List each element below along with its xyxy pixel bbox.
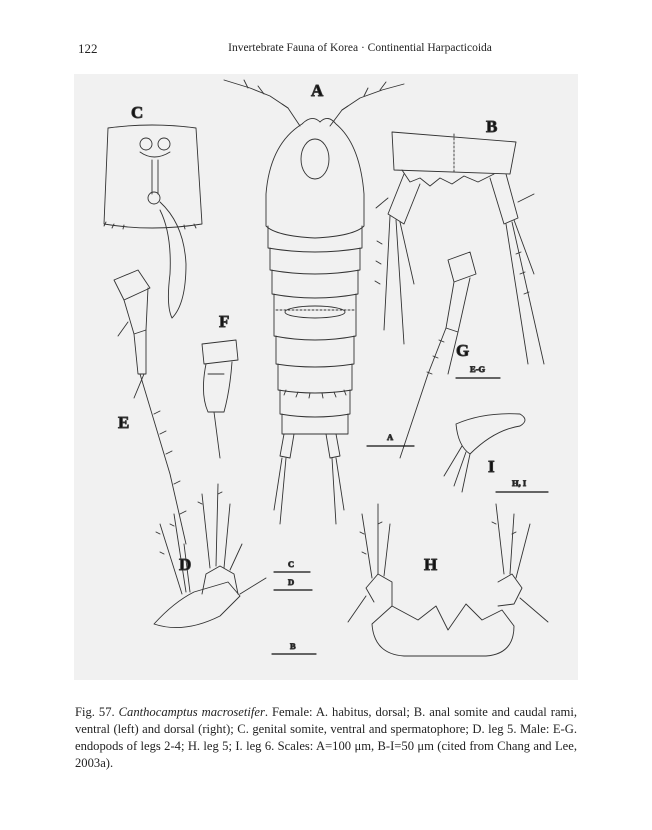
panel-label-g: G bbox=[456, 341, 470, 360]
scale-label-d: D bbox=[288, 577, 295, 587]
panel-a-habitus-drawing bbox=[224, 80, 404, 524]
panel-label-e: E bbox=[118, 413, 130, 432]
panel-f-endopod-leg3-drawing bbox=[202, 340, 238, 458]
panel-label-i: I bbox=[488, 457, 495, 476]
panel-label-f: F bbox=[219, 312, 230, 331]
scale-label-h-i: H, I bbox=[512, 478, 527, 488]
panel-b-anal-somite-drawing bbox=[375, 132, 544, 364]
figure-caption bbox=[75, 704, 577, 772]
caption-fig-label: Fig. 57. bbox=[75, 705, 115, 719]
panel-e-endopod-leg2-drawing bbox=[114, 270, 186, 544]
figure-plate bbox=[74, 74, 578, 680]
scale-label-e-g: E-G bbox=[470, 364, 486, 374]
scale-bars bbox=[272, 378, 548, 654]
caption-species-name: Canthocamptus macrosetifer bbox=[118, 705, 265, 719]
panel-h-leg5-drawing bbox=[348, 504, 548, 656]
panel-label-d: D bbox=[179, 555, 192, 574]
page-number: 122 bbox=[78, 41, 98, 56]
panel-d-leg5-drawing bbox=[154, 484, 266, 628]
panel-label-b: B bbox=[486, 117, 498, 136]
caption-body-text: . Female: A. habitus, dorsal; B. anal somite and caudal rami, ventral (left) and dorsal (right); C. genital somite, ventral and spermatophore; D. leg 5. Male: E-G. endopods of legs 2-4; H. leg 5; I. leg 6. Scales: A=100 μm, B-I=50 μm (cited from Chang and Lee, 2003a). bbox=[75, 705, 578, 770]
figure-drawings bbox=[74, 74, 578, 680]
scale-label-b: B bbox=[290, 641, 296, 651]
scale-label-c: C bbox=[288, 559, 295, 569]
panel-label-a: A bbox=[311, 81, 324, 100]
running-header: Invertebrate Fauna of Korea · Continential Harpacticoida bbox=[228, 42, 492, 54]
panel-label-h: H bbox=[424, 555, 438, 574]
scale-label-a: A bbox=[387, 432, 394, 442]
panel-label-c: C bbox=[131, 103, 144, 122]
